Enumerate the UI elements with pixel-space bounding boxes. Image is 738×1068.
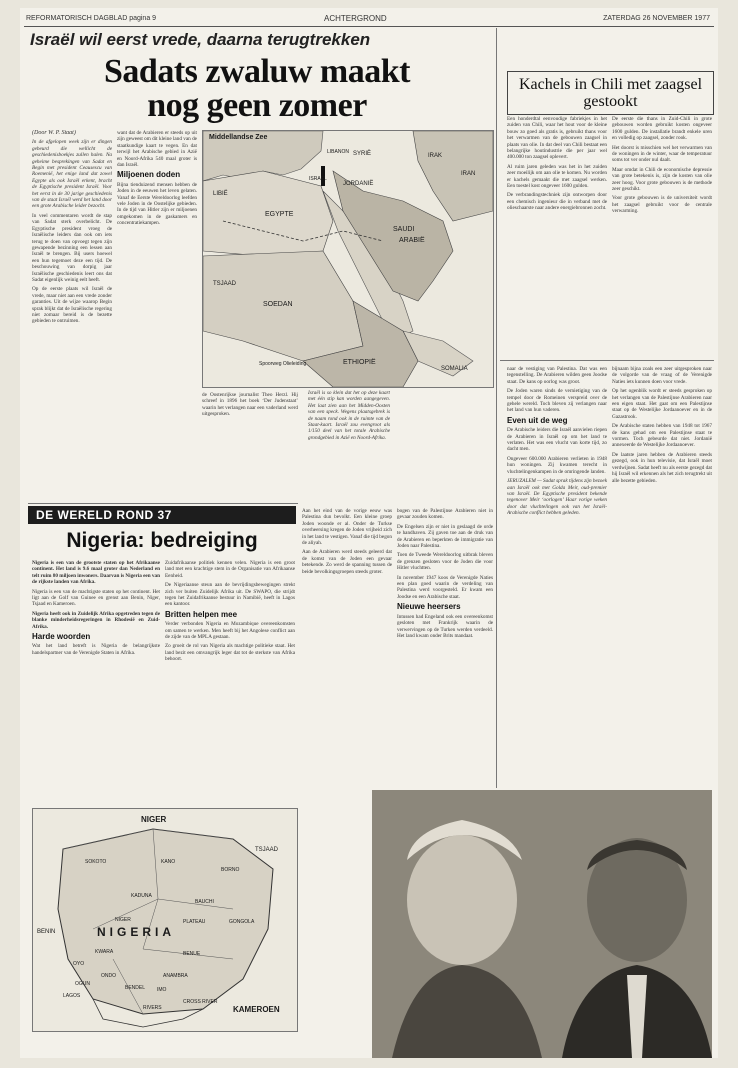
subhead-miljoenen-doden: Miljoenen doden	[117, 170, 181, 180]
article-column-5	[507, 366, 607, 786]
article-column-3-top	[202, 392, 298, 502]
paragraph: In veel commentaren wordt de stap van Sadat sterk overbelicht. De Egyptische president vroeg de Israëlische leiders dan ook om iets terug te doen van opvoegt tegen zijn gewapende bezinning een lessen aan Israël te brengen. Bij users hoewel een hun tegemoet deze een tijd. De beschouwing van dorpig jaar Israëlische geschiedenis leert ons dat Sadat eigenlijk weinig eelt heeft.	[32, 212, 112, 283]
photo-caption: JERUZALEM — Sadat sprak tijdens zijn bezoek aan Israël ook met Golda Meir, oud-premier van Israël. De Egyptische president bekende tegenover Meir ‘oorlogen’ Haar vorige weken door dat vluchtelingen ook van het Israël-Arabische conflict hebben geleden.	[507, 478, 607, 517]
map-label-kaduna: KADUNA	[131, 893, 152, 899]
map-label-rivers: RIVERS	[143, 1005, 162, 1011]
map-label-imo: IMO	[157, 987, 167, 993]
paragraph: Aan het eind van de vorige eeuw was Palestina dun bevolkt. Een kleine groep Joden woonde er al. Onder de Turkse overheersing kregen de Joden vrijheid zich in het land te vestigen. Vanaf die tijd begon de aliyah.	[302, 508, 392, 547]
map-label-israel: ISRAËL	[309, 176, 327, 182]
nigeria-column-1	[32, 560, 160, 804]
paragraph: Zuidafrikaanse politiek kennen velen. Nigeria is een groot land met een krachtige stem in de Organisatie van Afrikaanse Eenheid.	[165, 560, 295, 579]
paragraph: Aan de Arabieren werd steeds geleerd dat de komst van de Joden een gevaar betekende. Zo werd de spanning tussen de beide bevolkingsgroepen steeds groter.	[302, 549, 392, 575]
map-label-soedan: SOEDAN	[263, 301, 293, 308]
paragraph: Intussen had Engeland ook een overeenkomst gesloten met Frankrijk waarin de verwervingen op de Turken werden verdeeld. Het land kwam onder Brits mandaat.	[397, 613, 493, 639]
paragraph: Al ruim jaren geleden was het in het zuiden zeer moeilijk om aan olie te komen. Nu worden er kachels gemaakt die met zaagsel werken. Een toestel kost ongeveer 1600 gulden.	[507, 163, 607, 190]
map-legend: Spoorweg Olieleiding	[259, 361, 307, 367]
paragraph: Wat het land betreft is Nigeria de belangrijkste handelspartner van de Verenigde Staten in Afrika.	[32, 643, 160, 656]
map-label-ethiopie: ETHIOPIË	[343, 359, 376, 366]
nigeria-headline: Nigeria: bedreiging	[66, 529, 258, 552]
map-label-gongola: GONGOLA	[229, 919, 255, 925]
article-column-6	[612, 366, 712, 786]
paragraph: De Arabische staten hebben van 1948 tot 1967 de kans gehad om een Palestijnse staat te vormen. Toch gebeurde dat niet. Jordanië annexeerde de Westelijke Jordaanoever.	[612, 423, 712, 449]
map-label-ogun: OGUN	[75, 981, 90, 987]
map-label-niger: NIGER	[141, 815, 167, 824]
paragraph: De Engelsen zijn er niet in geslaagd de orde te handhaven. Zij gaven toe aan de druk van de Arabieren en beperkten de immigratie van Joden naar Palestina.	[397, 523, 493, 550]
headline-line-1: Sadats zwaluw maakt	[104, 53, 410, 90]
map-label-bendel: BENDEL	[125, 985, 146, 991]
article-kicker: Israël wil eerst vrede, daarna terugtrekken	[30, 30, 371, 49]
article-column-4	[397, 508, 493, 786]
map-label-egypte: EGYPTE	[265, 211, 294, 218]
map-label-sokoto: SOKOTO	[85, 859, 107, 865]
subhead-nieuwe-heersers: Nieuwe heersers	[397, 602, 461, 612]
subhead-britten-helpen-mee: Britten helpen mee	[165, 609, 238, 619]
intro-paragraph: In de afgelopen week zijn er dingen gebeurd die wellicht de geschiedenisboekjes zullen halen. Na geheime besprekingen van Sadat en Begin met president Ceausescu van Roemenië, het enige land dat zowel Egypte als ook Israël erkent, bracht de Egyptische president Israël. Voor het eerst in de 30 jarige geschiedenis van de staat Israël werd het land door een grote Arabische leider bezocht.	[32, 139, 112, 210]
nigeria-banner: DE WERELD ROND 37	[28, 506, 296, 524]
subhead-harde-woorden: Harde woorden	[32, 632, 91, 642]
paragraph: De laatste jaren hebben de Arabieren steeds gezegd, ook in hun televisie, dat Israël moet verdwijnen. Sadat heeft nu als eerste gezegd dat hij Israël wil erkennen als het zich terugtrekt uit alle bezette gebieden.	[612, 451, 712, 484]
article-column-1	[32, 130, 112, 502]
nigeria-top-rule	[28, 503, 298, 504]
map-label-tsjaad: TSJAAD	[213, 281, 237, 287]
paragraph: naar de vestiging van Palestina. Dat was een tegenstelling. De Arabieren wilden geen Joodse staat. De kans op oorlog was groot.	[507, 366, 607, 385]
article-column-2	[117, 130, 197, 502]
paragraph: Nigeria heeft ook in Zuidelijk Afrika opgetreden tegen de blanke minderheidsregeringen in Rhodesië en Zuid-Afrika.	[32, 610, 160, 630]
subhead-even-uit-de-weg: Even uit de weg	[507, 415, 568, 425]
paragraph: Ongeveer 600.000 Arabieren verlieten in 1948 hun woningen. Zij kwamen terecht in vluchtelingenkampen in de omringende landen.	[507, 455, 607, 475]
map-label-somalia: SOMALIA	[441, 366, 468, 372]
paragraph: Op het ogenblik wordt er steeds gesproken op het verlangen van de Palestijnse Arabieren naar een eigen staat. Het gaat om een Palestijnse staat op de Westelijke Jordaanoever en in de Gazastrook.	[612, 388, 712, 420]
map-label-iran: IRAN	[461, 171, 476, 177]
paragraph: De Joden waren sinds de vernietiging van de tempel door de Romeinen verspreid over de gehele wereld. Toch bleven zij verlangen naar het land van hun vaderen.	[507, 388, 607, 414]
side-article-column-1	[507, 116, 607, 356]
map-label-plateau: PLATEAU	[183, 919, 206, 925]
person-left-head	[407, 835, 517, 965]
article-headline	[32, 55, 482, 123]
map-label-nigeria: NIGERIA	[97, 925, 176, 939]
map-label-libie: LIBIË	[213, 191, 228, 197]
photo-graphic	[372, 790, 712, 1058]
side-article-title: Kachels in Chili met zaagsel gestookt	[507, 71, 714, 115]
map-label-cross-river: CROSS RIVER	[183, 999, 218, 1005]
paragraph: De Arabische leiders die Israël aanvielen riepen de Arabieren in Israël op om het land te verlaten. Het was een vlucht van korte tijd, zo dacht men.	[507, 427, 607, 453]
map-label-niger-state: NIGER	[115, 917, 131, 923]
map-label-benin: BENIN	[37, 929, 56, 935]
middle-east-map-graphic	[203, 131, 493, 387]
masthead	[24, 12, 714, 27]
side-article-column-2	[612, 116, 712, 356]
paragraph: Maar omdat in Chili de economische depressie van grote betekenis is, zijn de kosten van olie zeer hoog. Voor grote gebouwen is de methode zeer geschikt.	[612, 166, 712, 193]
headline-line-2: nog geen zomer	[147, 87, 367, 124]
map-label-tsjaad: TSJAAD	[255, 847, 279, 853]
map-label-anambra: ANAMBRA	[163, 973, 188, 979]
map-label-ondo: ONDO	[101, 973, 116, 979]
paragraph: In november 1947 koos de Verenigde Naties een plan goed waarin de verdeling van Palestina werd voorgesteld. Er kwam een Joodse en een Arabische staat.	[397, 574, 493, 600]
paragraph: want dat de Arabieren er steeds op uit zijn geweest om dit kleine land van de staatkundige kaart te vegen. En dat terwijl het Arabische gebied in Azië en Noord-Afrika 540 maal groter is dan Israël.	[117, 130, 197, 169]
masthead-section: ACHTERGROND	[324, 14, 387, 23]
map-caption: Israël is so klein dat het op deze kaart met één stip kan worden aangegeven. Het laat zien aan het Midden-Oosten van een speck. Wegens plaatsgebrek is de naam rond ook in de ruimte van de Staat-kaart. Israël zou evengroot als 1/150 deel van het totale Arabische grondgebied in Azië en Noord-Afrika.	[308, 390, 390, 441]
map-label-lagos: LAGOS	[63, 993, 81, 999]
map-label-kwara: KWARA	[95, 949, 114, 955]
paragraph: Voor grote gebouwen is de universiteit wordt het zaagsel gebruikt voor de centrale verwarming.	[612, 195, 712, 215]
masthead-date: ZATERDAG 26 NOVEMBER 1977	[603, 15, 710, 22]
paragraph: Toen de Tweede Wereldoorlog uitbrak bleven de grenzen gesloten voor de Joden die voor Hitler vluchtten.	[397, 552, 493, 572]
side-article-bottom-rule	[500, 360, 714, 361]
map-label-arabie: ARABIË	[399, 237, 425, 244]
photo-meir-sadat	[372, 790, 712, 1058]
map-label-jordanie: JORDANIË	[343, 181, 374, 187]
paragraph: Bijna tienduizend mensen hebben de Joden in de eeuwen het leven gelaten. Vanaf de Eerste Wereldoorlog leefden vele Joden in de Oostelijke gebieden. In de tijd van Hitler zijn er miljoenen omgekomen in de gaskamers en concentratiekampen.	[117, 181, 197, 227]
paragraph: bogen van de Palestijnse Arabieren niet in gevaar zouden komen.	[397, 508, 493, 521]
newspaper-page	[20, 8, 718, 1058]
map-label-saudi: SAUDI	[393, 226, 415, 233]
paragraph: bijnaam bijna zoals een zeer uitgesproken naar de volgorde van de vraag of de Verenigde Naties iets kunnen doen voor vrede.	[612, 366, 712, 385]
paragraph: De eerste die thans in Zuid-Chili in grote gebouwen worden gebruikt kosten ongeveer 1600 gulden. De installatie brandt enkele uren en volledig op zaagsel, zonder rook.	[612, 116, 712, 142]
map-label-kameroen: KAMEROEN	[233, 1005, 280, 1014]
paragraph: Op de eerste plaats wil Israël de vrede, maar niet aan een vrede zonder garanties. Uit de wijze waarop Begin sprak blijkt dat de Israëlische regering niet zomaar bereid is de bezette gebieden te ontruimen.	[32, 286, 112, 325]
paragraph: De Nigeriaanse steun aan de bevrijdingsbewegingen strekt zich ver buiten Zuidelijk Afrika uit. De SWAPO, die strijdt tegen het Zuidafrikaanse bestuur in Namibië, heeft in Lagos een kantoor.	[165, 582, 295, 608]
map-label-syrie: SYRIË	[353, 151, 372, 157]
map-label-benue: BENUE	[183, 951, 201, 957]
paragraph: Een honderdtal eenvoudige fabriekjes in het zuiden van Chili, waar het hout voor de kleine bouw zo goed als gratis is, gebruikt thans voor het verwarmen van de gebouwen zaagsel in plaats van olie. In dat deel van Chili bestaat een belangrijke houtindustrie die per jaar wel 400.000 ton zaagsel oplevert.	[507, 116, 607, 161]
byline: (Door W. P. Staat)	[32, 130, 76, 136]
sea-label: Middellandse Zee	[209, 134, 268, 141]
paragraph: Zo groeit de rol van Nigeria als machtige politieke staat. Het land bezit een omvangrijk leger dat tot de sterkste van Afrika behoort.	[165, 643, 295, 663]
paragraph: Nigeria is een van de machtigste staten op het continent. Het ligt aan de Golf van Guinee en grenst aan Benin, Niger, Tsjaad en Kameroen.	[32, 588, 160, 608]
map-label-irak: IRAK	[428, 153, 443, 159]
map-label-kano: KANO	[161, 859, 176, 865]
map-label-bauchi: BAUCHI	[195, 899, 214, 905]
map-label-oyo: OYO	[73, 961, 85, 967]
map-label-libanon: LIBANON	[327, 149, 349, 155]
paragraph: Verder verbonden Nigeria en Mozambique overeenkomsten om samen te werken. Men heeft bij het Angolese conflict aan de zijde van de MPLA gestaan.	[165, 621, 295, 641]
masthead-paper-name: REFORMATORISCH DAGBLAD pagina 9	[26, 15, 157, 22]
article-column-3	[302, 508, 392, 786]
nigeria-map	[32, 808, 298, 1032]
paragraph: De verbrandingstechniek zijn ontworpen door een chemisch ingenieur die in verband met de olieschaarste naar andere energiebronnen zocht.	[507, 192, 607, 212]
paragraph: Het doorst is misschien wel het verwarmen van de woningen in de winter, waar de temperatuur soms tot ver onder nul daalt.	[612, 144, 712, 164]
middle-east-map	[202, 130, 494, 388]
nigeria-intro: Nigeria is een van de grootste staten op het Afrikaanse continent. Het land is 9.6 maal groter dan Nederland en telt ruim 80 miljoen inwoners. Daarvan is Nigeria een van de rijkste landen van Afrika.	[32, 560, 160, 586]
paragraph: de Oostenrijkse journalist Theo Herzl. Hij schreef in 1896 het boek ‘Der Judenstaat’ waarin het verlangen naar een vaderland werd uitgesproken.	[202, 392, 298, 418]
column-rule	[496, 28, 497, 788]
map-label-borno: BORNO	[221, 867, 240, 873]
nigeria-column-2	[165, 560, 295, 804]
